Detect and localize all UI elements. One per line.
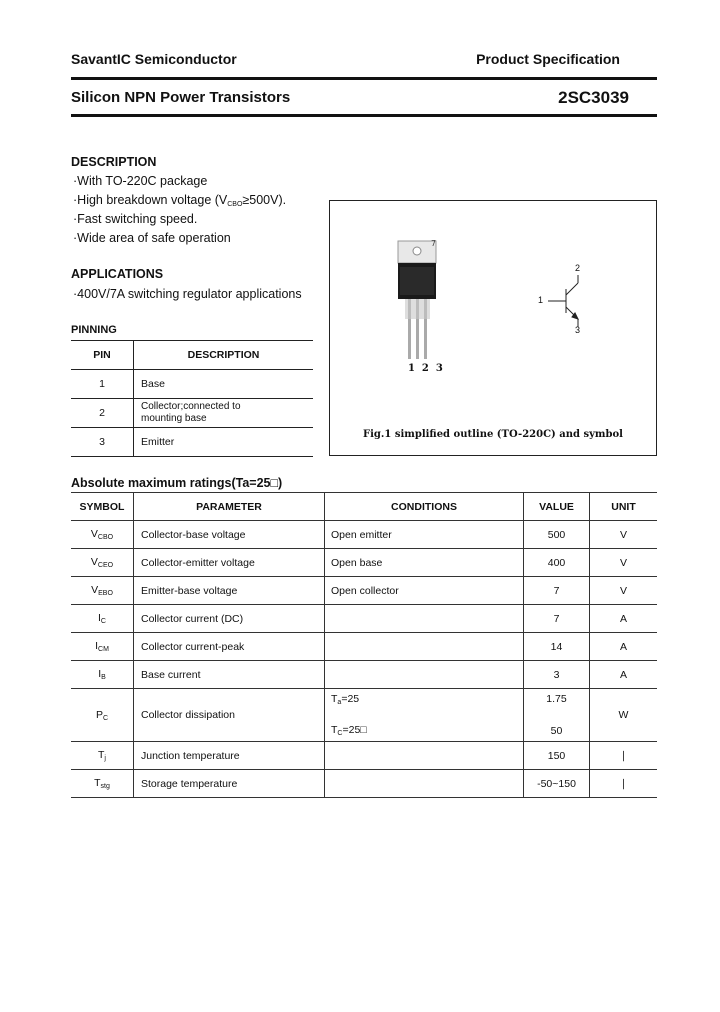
figure-box bbox=[329, 200, 657, 456]
symbol-pin-base: 1 bbox=[538, 295, 544, 305]
parameter-cell: Collector dissipation bbox=[134, 689, 325, 742]
unit-cell: A bbox=[590, 605, 658, 633]
pin-description: Collector;connected to mounting base bbox=[134, 399, 314, 428]
product-line: Silicon NPN Power Transistors bbox=[71, 89, 291, 106]
header-rule-bottom bbox=[71, 114, 657, 117]
pin-description: Emitter bbox=[134, 428, 314, 457]
condition-line: $T_a=25$ bbox=[331, 693, 360, 706]
description-item: ·Wide area of safe operation bbox=[73, 231, 231, 245]
applications-title: APPLICATIONS bbox=[71, 267, 164, 281]
unit-cell: V bbox=[590, 549, 658, 577]
conditions-cell bbox=[325, 633, 524, 661]
parameter-header: PARAMETER bbox=[134, 493, 325, 521]
symbol-cell: $V_{EBO}$ bbox=[71, 577, 134, 605]
symbol-cell: $V_{CEO}$ bbox=[71, 549, 134, 577]
conditions-cell: Open base bbox=[325, 549, 524, 577]
unit-cell: ∣ bbox=[590, 770, 658, 798]
value-cell: 7 bbox=[524, 605, 590, 633]
value-line: 50 bbox=[550, 725, 563, 737]
conditions-cell: Open emitter bbox=[325, 521, 524, 549]
pin-number: 3 bbox=[71, 428, 134, 457]
value-cell: 3 bbox=[524, 661, 590, 689]
unit-cell: V bbox=[590, 521, 658, 549]
table-row bbox=[71, 577, 657, 605]
doc-type: Product Specification bbox=[476, 51, 620, 67]
svg-text:7: 7 bbox=[431, 239, 437, 248]
parameter-cell: Collector-emitter voltage bbox=[134, 549, 325, 577]
parameter-cell: Junction temperature bbox=[134, 742, 325, 770]
value-header: VALUE bbox=[524, 493, 590, 521]
value-cell bbox=[524, 689, 590, 742]
description-item: ·With TO-220C package bbox=[73, 174, 208, 188]
value-cell: 7 bbox=[524, 577, 590, 605]
pinning-table bbox=[71, 340, 313, 457]
conditions-header: CONDITIONS bbox=[325, 493, 524, 521]
application-item: ·400V/7A switching regulator applications bbox=[73, 287, 302, 301]
symbol-cell: $I_C$ bbox=[71, 605, 134, 633]
npn-transistor-symbol-icon bbox=[548, 275, 578, 327]
value-cell: 500 bbox=[524, 521, 590, 549]
table-row bbox=[71, 633, 657, 661]
conditions-cell: Open collector bbox=[325, 577, 524, 605]
table-row bbox=[71, 661, 657, 689]
parameter-cell: Collector current-peak bbox=[134, 633, 325, 661]
symbol-header: SYMBOL bbox=[71, 493, 134, 521]
value-cell: -50~150 bbox=[524, 770, 590, 798]
description-title: DESCRIPTION bbox=[71, 155, 157, 169]
unit-cell: V bbox=[590, 577, 658, 605]
symbol-cell: $V_{CBO}$ bbox=[71, 521, 134, 549]
symbol-cell: $I_{CM}$ bbox=[71, 633, 134, 661]
conditions-cell bbox=[325, 661, 524, 689]
conditions-cell bbox=[325, 689, 524, 742]
symbol-cell: $T_j$ bbox=[71, 742, 134, 770]
description-item: ·Fast switching speed. bbox=[73, 212, 198, 226]
pinning-header-row bbox=[71, 341, 313, 370]
table-row bbox=[71, 770, 657, 798]
pin-description: Base bbox=[134, 370, 314, 399]
unit-header: UNIT bbox=[590, 493, 658, 521]
pinning-row bbox=[71, 399, 313, 428]
conditions-cell bbox=[325, 770, 524, 798]
company-name: SavantIC Semiconductor bbox=[71, 51, 237, 67]
value-line: 1.75 bbox=[546, 693, 567, 705]
parameter-cell: Collector current (DC) bbox=[134, 605, 325, 633]
pinning-row bbox=[71, 428, 313, 457]
symbol-cell: $P_C$ bbox=[71, 689, 134, 742]
pinning-row bbox=[71, 370, 313, 399]
header-rule-top bbox=[71, 77, 657, 80]
table-row bbox=[71, 549, 657, 577]
ratings-header-row bbox=[71, 493, 657, 521]
symbol-cell: $I_B$ bbox=[71, 661, 134, 689]
parameter-cell: Collector-base voltage bbox=[134, 521, 325, 549]
conditions-cell bbox=[325, 742, 524, 770]
ratings-table bbox=[71, 492, 657, 798]
parameter-cell: Storage temperature bbox=[134, 770, 325, 798]
symbol-pin-emitter: 3 bbox=[575, 325, 581, 335]
pin-header: PIN bbox=[71, 341, 134, 370]
symbol-cell: $T_{stg}$ bbox=[71, 770, 134, 798]
package-outline-image bbox=[330, 201, 656, 421]
package-pin-labels: 1 2 3 bbox=[408, 363, 443, 374]
unit-cell: A bbox=[590, 661, 658, 689]
symbol-pin-collector: 2 bbox=[575, 263, 581, 273]
ratings-title: Absolute maximum ratings(Ta=25□) bbox=[71, 476, 283, 490]
figure-caption: Fig.1 simplified outline (TO-220C) and symbol bbox=[363, 429, 623, 440]
part-number: 2SC3039 bbox=[558, 88, 629, 107]
value-cell: 14 bbox=[524, 633, 590, 661]
table-row bbox=[71, 689, 657, 742]
description-header: DESCRIPTION bbox=[134, 341, 314, 370]
table-row bbox=[71, 605, 657, 633]
value-cell: 150 bbox=[524, 742, 590, 770]
parameter-cell: Base current bbox=[134, 661, 325, 689]
conditions-cell bbox=[325, 605, 524, 633]
pin-number: 2 bbox=[71, 399, 134, 428]
parameter-cell: Emitter-base voltage bbox=[134, 577, 325, 605]
pinning-title: PINNING bbox=[71, 324, 117, 336]
unit-cell: A bbox=[590, 633, 658, 661]
value-cell: 400 bbox=[524, 549, 590, 577]
table-row bbox=[71, 742, 657, 770]
pin-number: 1 bbox=[71, 370, 134, 399]
condition-line: $T_C=25□$ bbox=[331, 724, 367, 737]
description-item: ·High breakdown voltage $(V_{CBO}\ge 500V)$. bbox=[73, 193, 287, 208]
unit-cell: W bbox=[590, 689, 658, 742]
unit-cell: ∣ bbox=[590, 742, 658, 770]
table-row bbox=[71, 521, 657, 549]
